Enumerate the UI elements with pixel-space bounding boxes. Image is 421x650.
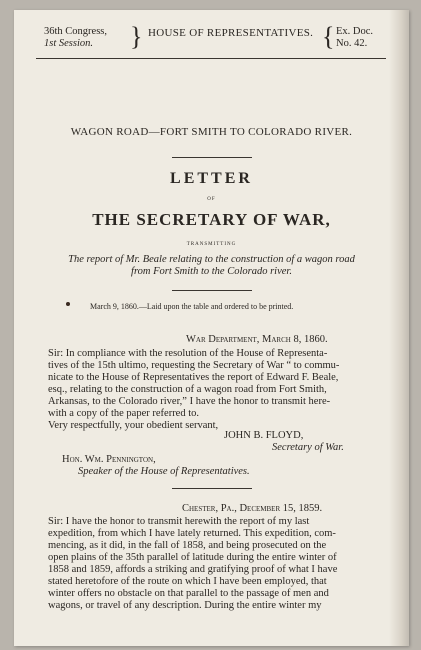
doc-number-label [336, 26, 373, 50]
doc-no-text: No. 42. [336, 38, 368, 49]
letter1-body [48, 348, 339, 432]
addressee-name: Hon. Wm. Pennington, [62, 454, 156, 465]
letter-heading: LETTER [170, 170, 253, 187]
doc-text: Ex. Doc. [336, 26, 374, 37]
letter1-line: with a copy of the paper referred to. [48, 408, 200, 419]
letter2-line: stated heretofore of the route on which I have been employed, that [48, 576, 327, 587]
report-description [14, 254, 409, 278]
signer-title: Secretary of War. [272, 442, 344, 453]
document-page [14, 10, 409, 646]
letter1-line: tives of the 15th ultimo, requesting the Secretary of War “ to commu- [48, 360, 340, 371]
letter1-place-date [186, 334, 328, 346]
signer-name: JOHN B. FLOYD, [224, 430, 304, 441]
page-spine-shadow [389, 10, 409, 646]
letter2-line: 1858 and 1859, affords a striking and gratifying proof of what I have [48, 564, 338, 575]
title-rule-1 [172, 157, 252, 158]
report-line-1: The report of Mr. Beale relating to the construction of a wagon road [68, 254, 355, 265]
letter2-line: wagons, or travel of any description. During the entire winter my [48, 600, 322, 611]
congress-session-label [44, 26, 107, 50]
addressee [62, 454, 156, 466]
subject-heading: WAGON ROAD—FORT SMITH TO COLORADO RIVER. [70, 126, 353, 138]
congress-text: 36th Congress, [44, 26, 107, 37]
letter2-place-date [182, 503, 322, 515]
letter2-line: open plains of the 35th parallel of latitude during the entire winter of [48, 552, 337, 563]
house-heading: HOUSE OF REPRESENTATIVES. [148, 27, 314, 39]
title-rule-2 [172, 290, 252, 291]
left-brace: } [130, 22, 143, 51]
letter1-line: Arkansas, to the Colorado river,” I have the honor to transmit here- [48, 396, 331, 407]
letter1-closing: Very respectfully, your obedient servant, [48, 420, 219, 431]
of-label: OF [207, 197, 216, 202]
letter-separator-rule [172, 488, 252, 489]
letter1-place-date-text: War Department, March 8, 1860. [186, 334, 328, 345]
addressee-title: Speaker of the House of Representatives. [78, 466, 250, 477]
letter2-line: Sir: I have the honor to transmit herewith the report of my last [48, 516, 310, 527]
letter2-line: mencing, as it did, in the fall of 1858, and being prosecuted on the [48, 540, 327, 551]
ink-spot [66, 302, 70, 306]
letter2-place-date-text: Chester, Pa., December 15, 1859. [182, 503, 323, 514]
right-brace: { [322, 22, 335, 51]
letter1-line: Sir: In compliance with the resolution of the House of Representa- [48, 348, 328, 359]
letter2-line: winter offers no obstacle on that parallel to the passage of men and [48, 588, 329, 599]
session-text: 1st Session. [44, 38, 94, 49]
letter2-body [48, 516, 337, 612]
header-rule [36, 58, 386, 59]
report-line-2: from Fort Smith to the Colorado river. [131, 266, 292, 277]
letter1-line: nicate to the House of Representatives the report of Edward F. Beale, [48, 372, 339, 383]
dated-note: March 9, 1860.—Laid upon the table and ordered to be printed. [90, 302, 294, 311]
secretary-heading: THE SECRETARY OF WAR, [92, 210, 331, 229]
letter1-line: esq., relating to the construction of a wagon road from Fort Smith, [48, 384, 327, 395]
transmitting-label: TRANSMITTING [186, 242, 237, 247]
letter2-line: expedition, from which I have lately returned. This expedition, com- [48, 528, 336, 539]
